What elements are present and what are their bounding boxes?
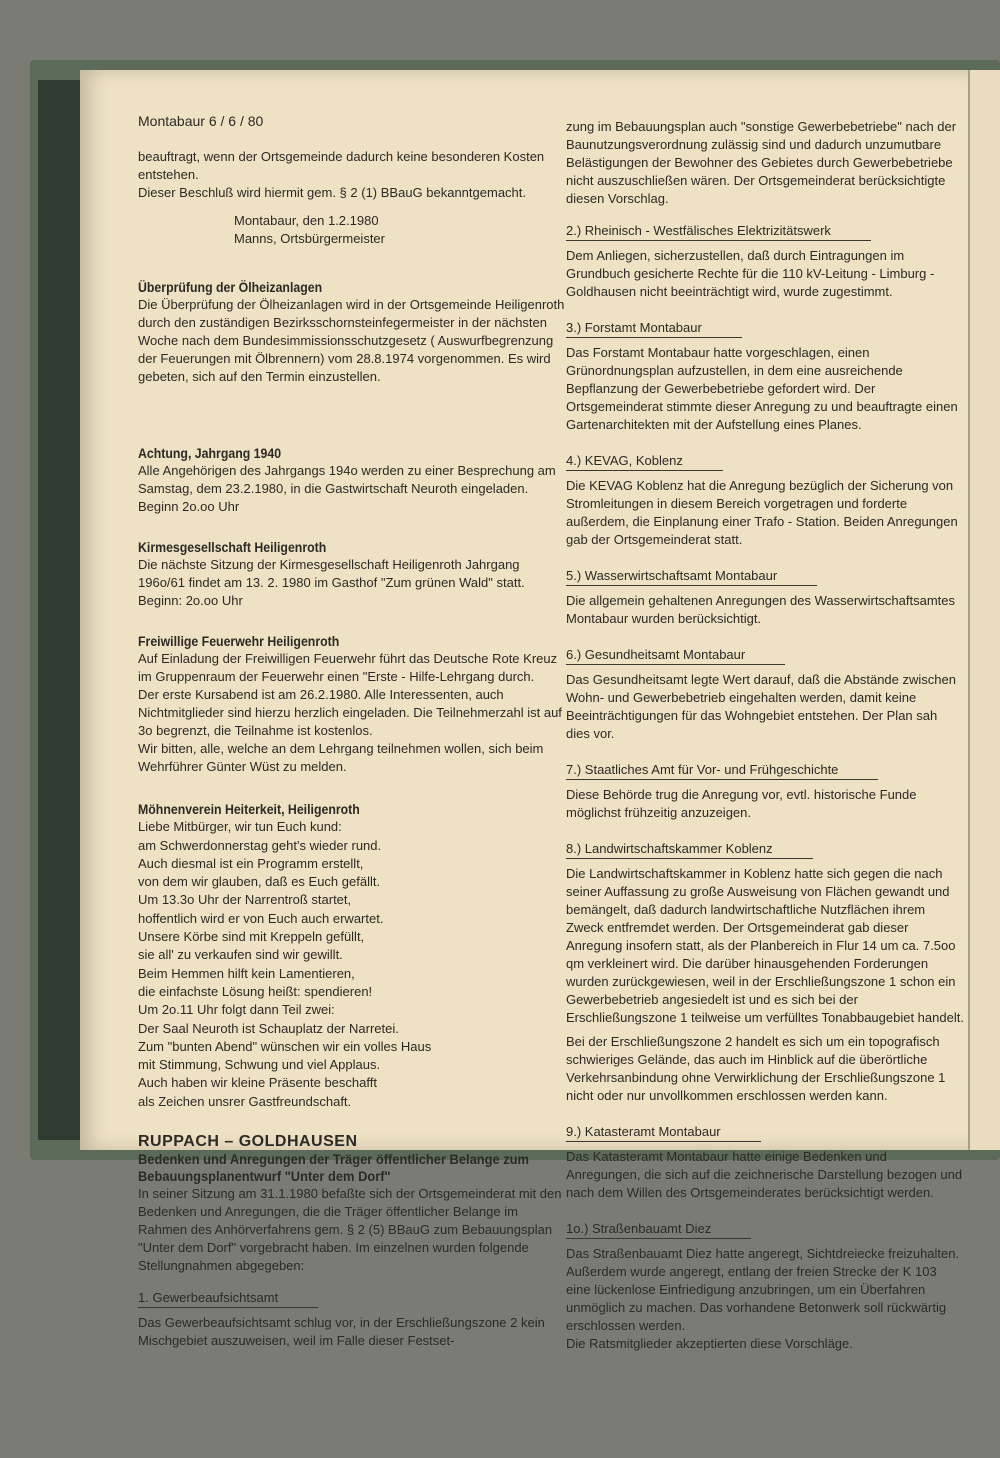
poem-line: Zum "bunten Abend" wünschen wir ein volles Haus [138, 1038, 432, 1054]
item-text: Die Ratsmitglieder akzeptierten diese Vorschläge. [566, 1336, 853, 1351]
section-title: Freiwillige Feuerwehr Heiligenroth [138, 633, 340, 649]
item-text: Das Straßenbauamt Diez hatte angeregt, Sichtdreiecke freizuhalten. Außerdem wurde angeregt, entlang der freien Strecke der K 103 eine lückenlose Einfriedigung anzubringen, um ein Überfahren unmöglich zu machen. Das vorhandene Betonwerk soll rückwärtig erschlossen werden. [566, 1246, 960, 1333]
section-title: Möhnenverein Heiterkeit, Heiligenroth [138, 801, 360, 817]
section-text: Auf Einladung der Freiwilligen Feuerwehr führt das Deutsche Rote Kreuz im Gruppenraum der Feuerwehr einen "Erste - Hilfe-Lehrgang durch. [138, 651, 558, 684]
item-heading: 6.) Gesundheitsamt Montabaur [566, 646, 785, 665]
poem-line: von dem wir glauben, daß es Euch gefällt. [138, 874, 381, 890]
poem-line: sie all' zu verkaufen sind wir gewillt. [138, 947, 343, 963]
item-text: Dem Anliegen, sicherzustellen, daß durch Eintragungen im Grundbuch gesicherte Rechte für die 110 kV-Leitung - Limburg - Goldhausen nicht beeinträchtigt wird, wurde zugestimmt. [566, 248, 935, 299]
section-title: Kirmesgesellschaft Heiligenroth [138, 539, 327, 555]
section-moehnenverein [138, 800, 568, 1111]
section-text: Alle Angehörigen des Jahrgangs 194o werden zu einer Besprechung am Samstag, dem 23.2.1980, in die Gastwirtschaft Neuroth eingeladen. Beginn 2o.oo Uhr [138, 463, 556, 514]
intro-text: beauftragt, wenn der Ortsgemeinde dadurch keine besonderen Kosten entstehen. [138, 149, 545, 182]
book-spine [38, 80, 80, 1140]
item-heading: 8.) Landwirtschaftskammer Koblenz [566, 840, 813, 859]
right-column [566, 118, 964, 1353]
section-text: Die Überprüfung der Ölheizanlagen wird in der Ortsgemeinde Heiligenroth durch den zuständigen Bezirksschornsteinfegermeister in der nächsten Woche nach dem Bundesimmissionsschutzgesetz ( Auswurfbegrenzung der Feuerungen mit Ölbrennern) vom 28.8.1974 vorgenommen. Es wird gebeten, sich auf den Termin einzustellen. [138, 297, 565, 384]
signature-place: Montabaur, den 1.2.1980 [234, 213, 379, 228]
item-text: Bei der Erschließungszone 2 handelt es sich um ein topografisch schwieriges Gelände, das auch im Hinblick auf die überörtliche Verkehrsanbindung ohne Verwirklichung der Erschließungszone 1 nicht oder nur unvollkommen erschlossen werden kann. [566, 1034, 946, 1103]
section-kirmesgesellschaft [138, 538, 568, 610]
intro-text: Dieser Beschluß wird hiermit gem. § 2 (1) BBauG bekanntgemacht. [138, 185, 527, 200]
section-jahrgang-1940 [138, 444, 568, 516]
section-text: In seiner Sitzung am 31.1.1980 befaßte sich der Ortsgemeinderat mit den Bedenken und Anregungen, die die Träger öffentlicher Belange im Rahmen des Anhörverfahrens gem. § 2 (5) BBauG zum Bebauungsplan "Unter dem Dorf" vorgebracht haben. Im einzelnen wurden folgende Stellungnahmen abgegeben: [138, 1186, 562, 1274]
item-heading: 1o.) Straßenbauamt Diez [566, 1220, 751, 1239]
item-text: Das Forstamt Montabaur hatte vorgeschlagen, einen Grünordnungsplan aufzustellen, in dem eine ausreichende Bepflanzung der Gewerbebetriebe gefordert wird. Der Ortsgemeinderat stimmte dieser Anregung zu und beauftragte einen Gartenarchitekten mit der Aufstellung eines Planes. [566, 345, 958, 432]
poem-line: Unsere Körbe sind mit Kreppeln gefüllt, [138, 929, 365, 945]
section-text: Der erste Kursabend ist am 26.2.1980. Alle Interessenten, auch Nichtmitglieder sind hierzu herzlich eingeladen. Die Teilnehmerzahl ist auf 3o begrenzt, die Teilnahme ist kostenlos. [138, 687, 562, 738]
poem-line: am Schwerdonnerstag geht's wieder rund. [138, 837, 382, 853]
item-text: Das Gesundheitsamt legte Wert darauf, daß die Abstände zwischen Wohn- und Gewerbebetrieb eingehalten werden, damit keine Beeinträchtigungen für das Wohngebiet entstehen. Der Plan sah dies vor. [566, 672, 956, 741]
poem-line: Auch haben wir kleine Präsente beschafft [138, 1075, 377, 1091]
section-oelheizanlagen [138, 278, 568, 386]
section-text: Die nächste Sitzung der Kirmesgesellschaft Heiligenroth Jahrgang 196o/61 findet am 13. 2. 1980 im Gasthof "Zum grünen Wald" statt. Beginn: 2o.oo Uhr [138, 557, 525, 608]
left-column [138, 112, 568, 1350]
next-page-edge [968, 70, 1000, 1150]
section-text: Wir bitten, alle, welche an dem Lehrgang teilnehmen wollen, sich beim Wehrführer Günter Wüst zu melden. [138, 741, 544, 774]
section-title: Überprüfung der Ölheizanlagen [138, 279, 323, 295]
page-header: Montabaur 6 / 6 / 80 [138, 113, 264, 129]
section-ruppach-goldhausen [138, 1133, 568, 1350]
item-heading: 5.) Wasserwirtschaftsamt Montabaur [566, 567, 817, 586]
continued-text: zung im Bebauungsplan auch "sonstige Gewerbebetriebe" nach der Baunutzungsverordnung zulässig sind und dadurch unzumutbare Belästigungen der Bewohner des Gebietes durch Gewerbebetriebe nicht auszuschließen wären. Der Ortsgemeinderat berücksichtigte diesen Vorschlag. [566, 119, 957, 206]
item-text: Die allgemein gehaltenen Anregungen des Wasserwirtschaftsamtes Montabaur wurden berücksichtigt. [566, 593, 956, 626]
poem-line: Beim Hemmen hilft kein Lamentieren, [138, 965, 355, 981]
section-title: Achtung, Jahrgang 1940 [138, 445, 282, 461]
poem-line: Um 13.3o Uhr der Narrentroß startet, [138, 892, 352, 908]
item-heading: 2.) Rheinisch - Westfälisches Elektrizitätswerk [566, 222, 871, 241]
poem-line: Auch diesmal ist ein Programm erstellt, [138, 855, 364, 871]
item-text: Das Katasteramt Montabaur hatte einige Bedenken und Anregungen, die sich auf die zeichnerische Darstellung bezogen und nach dem Willen des Ortsgemeinderates berücksichtigt werden. [566, 1149, 963, 1200]
section-title: RUPPACH – GOLDHAUSEN [138, 1133, 358, 1151]
item-heading: 9.) Katasteramt Montabaur [566, 1123, 761, 1142]
item-heading: 1. Gewerbeaufsichtsamt [138, 1289, 318, 1308]
item-text: Das Gewerbeaufsichtsamt schlug vor, in der Erschließungszone 2 kein Mischgebiet auszuweisen, weil im Falle dieser Festset- [138, 1315, 545, 1349]
item-heading: 3.) Forstamt Montabaur [566, 319, 742, 338]
poem-line: hoffentlich wird er von Euch auch erwartet. [138, 910, 384, 926]
item-heading: 7.) Staatliches Amt für Vor- und Frühgeschichte [566, 761, 878, 780]
poem-line: Um 2o.11 Uhr folgt dann Teil zwei: [138, 1002, 335, 1018]
item-heading: 4.) KEVAG, Koblenz [566, 452, 723, 471]
poem-line: mit Stimmung, Schwung und viel Applaus. [138, 1057, 381, 1073]
item-text: Die KEVAG Koblenz hat die Anregung bezüglich der Sicherung von Stromleitungen in diesem Bereich vorgetragen und forderte außerdem, die Einplanung einer Trafo - Station. Beiden Anregungen gab der Ortsgemeinderat statt. [566, 478, 958, 547]
item-text: Diese Behörde trug die Anregung vor, evtl. historische Funde möglichst frühzeitig anzuzeigen. [566, 787, 917, 820]
poem-line: Der Saal Neuroth ist Schauplatz der Narretei. [138, 1020, 399, 1036]
section-feuerwehr [138, 632, 568, 776]
poem-line: als Zeichen unsrer Gastfreundschaft. [138, 1093, 352, 1109]
item-text: Die Landwirtschaftskammer in Koblenz hatte sich gegen die nach seiner Auffassung zu große Ausweisung von Flächen gewandt und bemängelt, daß dadurch landwirtschaftliche Nutzflächen ihrem Zweck entfremdet werden. Der Ortsgemeinderat gab dieser Anregung insofern statt, als der Planbereich in Flur 14 um ca. 7.5oo qm verkleinert wird. Die darüber hinausgehenden Forderungen wurden zurückgewiesen, weil in der Erschließungszone 1 schon ein Gewerbebetrieb angesiedelt ist und es sich bei der Erschließungszone 1 teilweise um verfülltes Tonabbaugebiet handelt. [566, 866, 964, 1025]
section-subtitle: Bedenken und Anregungen der Träger öffentlicher Belange zum Bebauungsplanentwurf "Unter dem Dorf" [138, 1151, 529, 1185]
signature-name: Manns, Ortsbürgermeister [234, 231, 385, 246]
poem-line: Liebe Mitbürger, wir tun Euch kund: [138, 819, 342, 835]
poem-line: die einfachste Lösung heißt: spendieren! [138, 983, 373, 999]
